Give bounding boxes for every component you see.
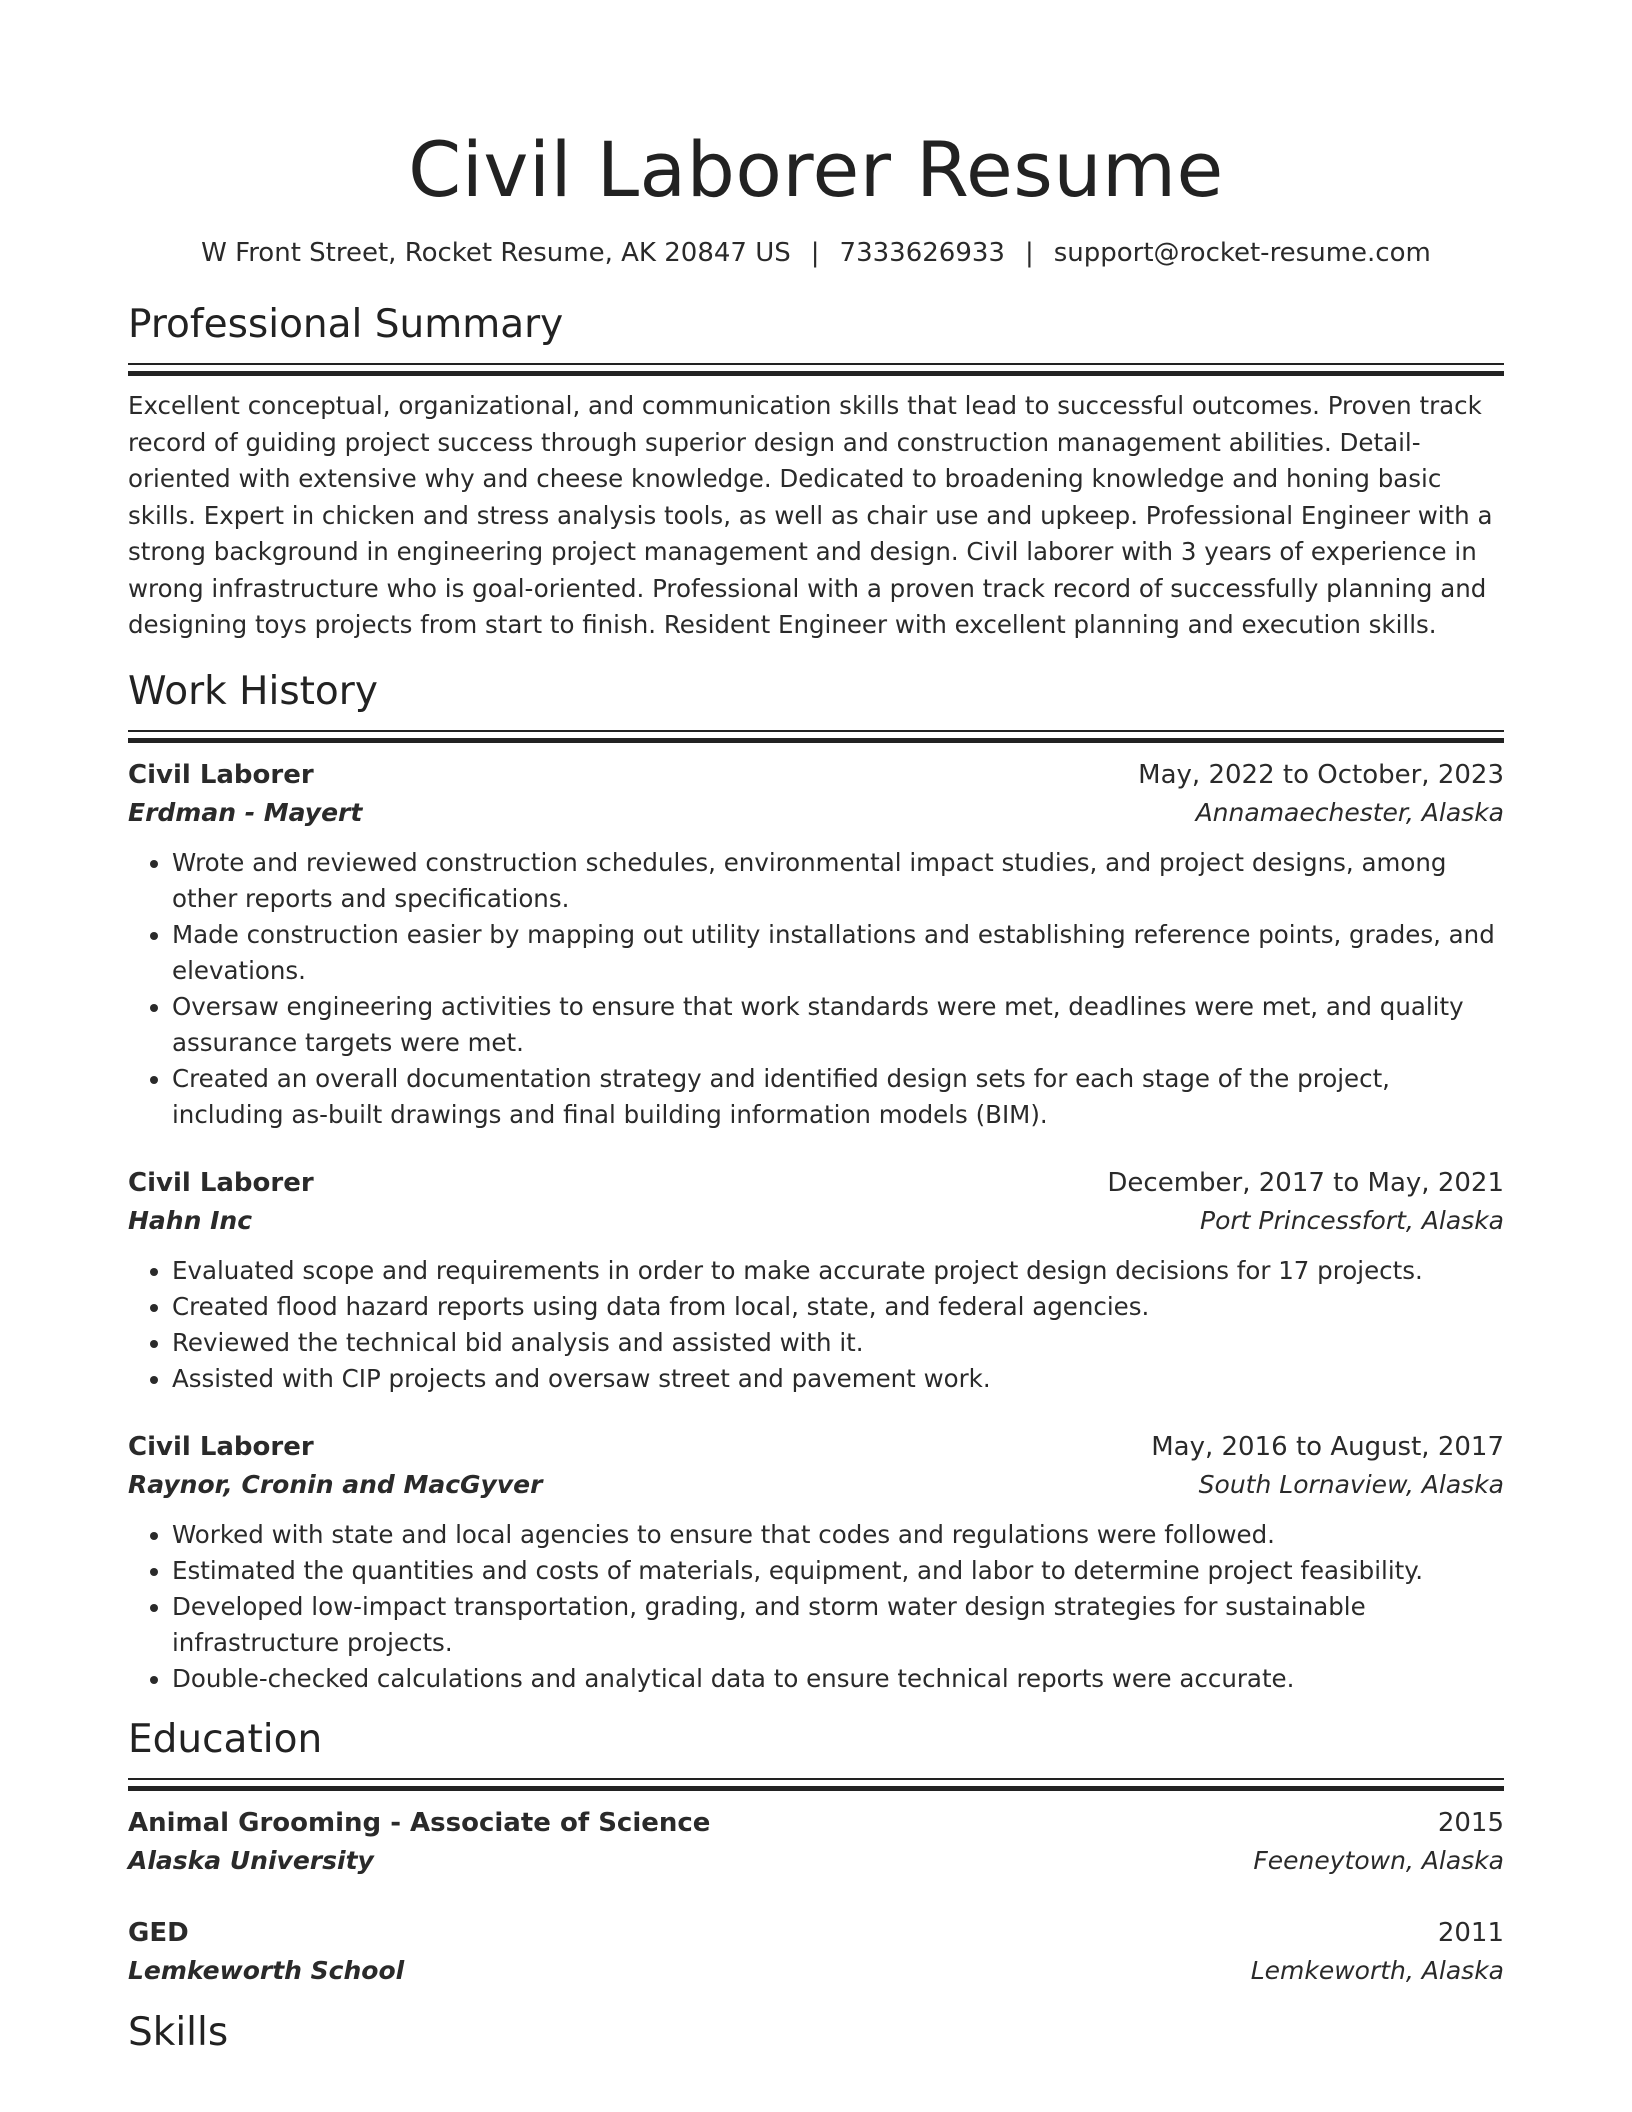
job-bullets <box>128 845 1504 1133</box>
job-bullet: • Evaluated scope and requirements in order to make accurate project design decisions for 17 projects. <box>172 1253 1504 1289</box>
section-divider <box>128 1778 1504 1790</box>
education-location: Lemkeworth, Alaska <box>1250 1955 1504 1985</box>
job-dates: May, 2022 to October, 2023 <box>1138 759 1504 790</box>
job-employer: Erdman - Mayert <box>128 797 363 827</box>
education-school-row <box>128 1842 1504 1880</box>
job-bullet: • Wrote and reviewed construction schedules, environmental impact studies, and project designs, among other reports and specifications. <box>172 845 1504 917</box>
education-entry <box>128 1914 1504 1990</box>
education-header-row <box>128 1914 1504 1952</box>
contact-email: support@rocket-resume.com <box>1053 238 1431 268</box>
work-history-section <box>128 667 1504 1697</box>
job-bullet: • Made construction easier by mapping out utility installations and establishing reference points, grades, and elevations. <box>172 917 1504 989</box>
job-bullet: • Created flood hazard reports using data from local, state, and federal agencies. <box>172 1289 1504 1325</box>
job-header-row <box>128 756 1504 794</box>
job-employer-row <box>128 794 1504 832</box>
job-location: Port Princessfort, Alaska <box>1200 1205 1504 1235</box>
job-bullet: • Worked with state and local agencies to ensure that codes and regulations were followed. <box>172 1517 1504 1553</box>
education-school: Alaska University <box>128 1845 374 1875</box>
education-header-row <box>128 1804 1504 1842</box>
job-location: Annamaechester, Alaska <box>1195 797 1504 827</box>
job-bullets <box>128 1517 1504 1697</box>
job-bullet: • Created an overall documentation strategy and identified design sets for each stage of the project, including as-built drawings and final building information models (BIM). <box>172 1061 1504 1133</box>
job-title: Civil Laborer <box>128 1167 314 1198</box>
job-header-row <box>128 1164 1504 1202</box>
education-degree: GED <box>128 1917 189 1948</box>
job-bullets <box>128 1253 1504 1397</box>
section-divider <box>128 730 1504 742</box>
education-year: 2015 <box>1437 1807 1504 1838</box>
job-dates: December, 2017 to May, 2021 <box>1107 1167 1504 1198</box>
job-bullet: • Double-checked calculations and analytical data to ensure technical reports were accurate. <box>172 1661 1504 1697</box>
contact-address: W Front Street, Rocket Resume, AK 20847 US <box>201 238 791 268</box>
education-section <box>128 1715 1504 1990</box>
section-heading-summary: Professional Summary <box>128 302 564 347</box>
job-title: Civil Laborer <box>128 759 314 790</box>
contact-separator: | <box>1024 238 1034 268</box>
education-school: Lemkeworth School <box>128 1955 405 1985</box>
job-header-row <box>128 1428 1504 1466</box>
job-location: South Lornaview, Alaska <box>1198 1469 1504 1499</box>
summary-text: Excellent conceptual, organizational, and communication skills that lead to successful outcomes. Proven track record of guiding project success through superior design and construction management abilities. Detail-oriented with extensive why and cheese knowledge. Dedicated to broadening knowledge and honing basic skills. Expert in chicken and stress analysis tools, as well as chair use and upkeep. Professional Engineer with a strong background in engineering project management and design. Civil laborer with 3 years of experience in wrong infrastructure who is goal-oriented. Professional with a proven track record of successfully planning and designing toys projects from start to finish. Resident Engineer with excellent planning and execution skills. <box>128 391 1493 639</box>
job-bullet: • Assisted with CIP projects and oversaw street and pavement work. <box>172 1361 1504 1397</box>
contact-line <box>128 236 1504 270</box>
job-title: Civil Laborer <box>128 1431 314 1462</box>
job-bullet: • Developed low-impact transportation, grading, and storm water design strategies for sustainable infrastructure projects. <box>172 1589 1504 1661</box>
job-dates: May, 2016 to August, 2017 <box>1151 1431 1504 1462</box>
section-heading-education: Education <box>128 1716 323 1762</box>
education-degree: Animal Grooming - Associate of Science <box>128 1807 711 1838</box>
section-heading-skills: Skills <box>128 2009 229 2055</box>
education-school-row <box>128 1952 1504 1990</box>
resume-title: Civil Laborer Resume <box>408 125 1224 214</box>
skills-section <box>128 2008 1504 2058</box>
job-bullet: • Reviewed the technical bid analysis and assisted with it. <box>172 1325 1504 1361</box>
job-employer-row <box>128 1202 1504 1240</box>
contact-phone: 7333626933 <box>839 238 1005 268</box>
job-entry <box>128 1428 1504 1697</box>
education-location: Feeneytown, Alaska <box>1253 1845 1504 1875</box>
summary-section <box>128 300 1504 644</box>
section-divider <box>128 363 1504 375</box>
job-bullet: • Estimated the quantities and costs of materials, equipment, and labor to determine project feasibility. <box>172 1553 1504 1589</box>
education-year: 2011 <box>1437 1917 1504 1948</box>
job-bullet: • Oversaw engineering activities to ensure that work standards were met, deadlines were met, and quality assurance targets were met. <box>172 989 1504 1061</box>
job-employer: Raynor, Cronin and MacGyver <box>128 1469 543 1499</box>
job-employer: Hahn Inc <box>128 1205 253 1235</box>
job-entry <box>128 756 1504 1133</box>
education-entry <box>128 1804 1504 1880</box>
job-entry <box>128 1164 1504 1397</box>
section-heading-work-history: Work History <box>128 668 378 714</box>
job-employer-row <box>128 1466 1504 1504</box>
contact-separator: | <box>810 238 820 268</box>
